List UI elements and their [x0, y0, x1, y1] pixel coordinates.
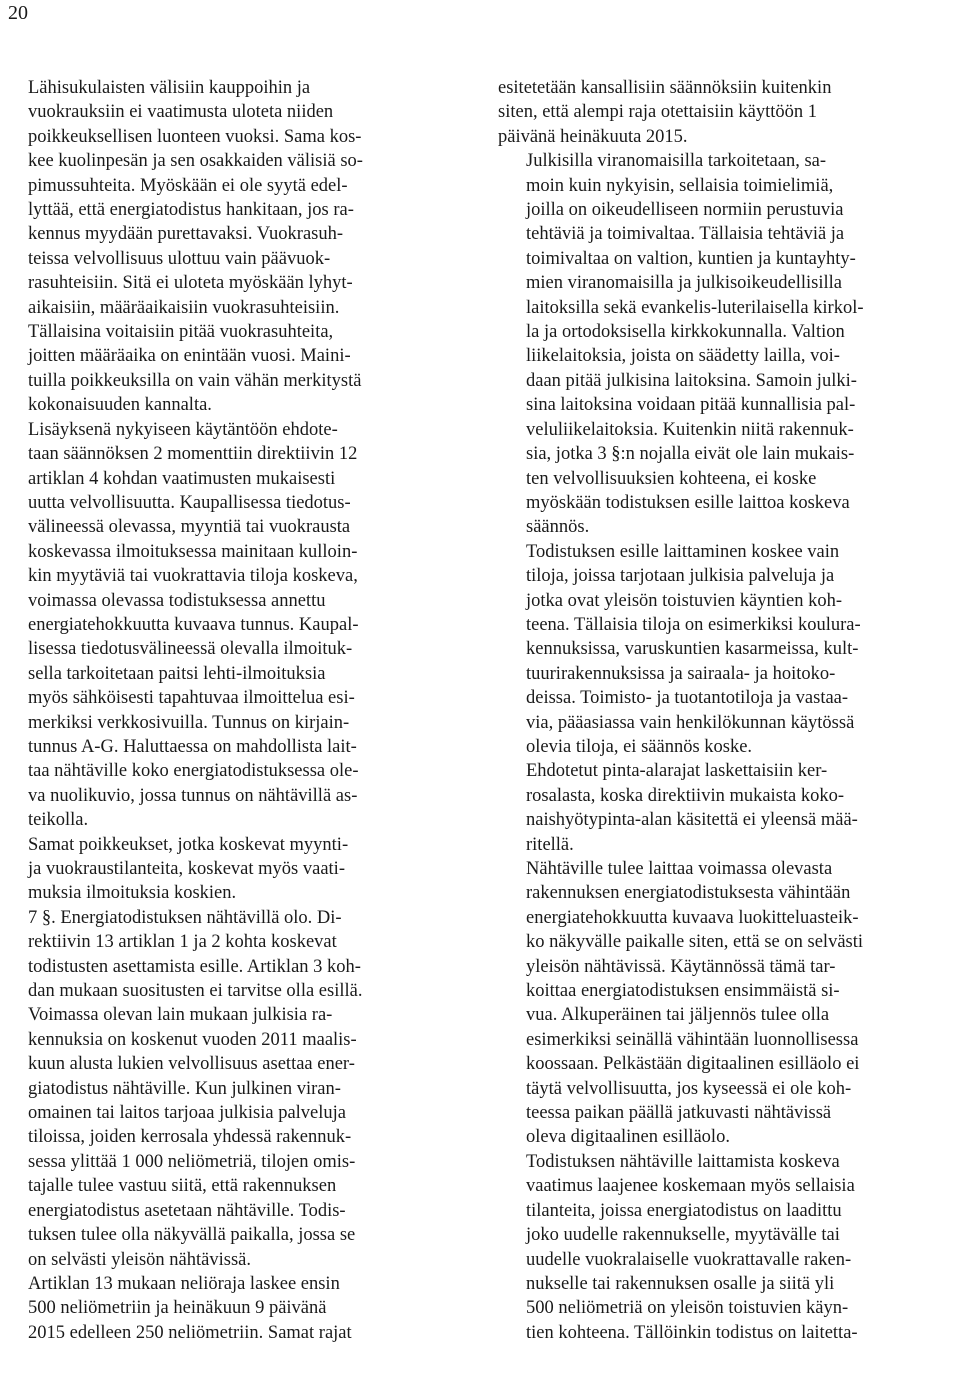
paragraph [498, 1150, 950, 1345]
text-line: kokonaisuuden kannalta. [28, 395, 212, 416]
text-line: 500 neliömetriin ja heinäkuun 9 päivänä [28, 1298, 327, 1319]
text-line: joitten määräaika on enintään vuosi. Maini- [28, 346, 351, 367]
paragraph [498, 759, 950, 857]
text-line: Lisäyksenä nykyiseen käytäntöön ehdote- [28, 419, 338, 440]
paragraph [498, 76, 950, 149]
paragraph [28, 906, 468, 1004]
text-line: siten, että alempi raja otettaisiin käyttöön 1 [498, 102, 818, 123]
text-line: on selvästi yleisön nähtävissä. [28, 1249, 251, 1270]
text-line: välineessä olevassa, myyntiä tai vuokrausta [28, 517, 351, 538]
text-line: dan mukaan suositusten ei tarvitse olla esillä. [28, 981, 363, 1002]
text-line: rakennuksen energiatodistuksesta vähintään [526, 883, 851, 904]
text-line: kin myytäviä tai vuokrattavia tiloja koskeva, [28, 566, 358, 587]
text-line: tilanteita, joissa energiatodistus on laadittu [526, 1200, 842, 1221]
text-line: kuun alusta lukien velvollisuus asettaa ener- [28, 1054, 355, 1075]
text-line: energiatodistus asetetaan nähtäville. Todis- [28, 1200, 346, 1221]
text-line: kennus myydään purettavaksi. Vuokrasuh- [28, 224, 344, 245]
text-line: Todistuksen nähtäville laittamista koskeva [526, 1151, 840, 1172]
text-line: deissa. Toimisto- ja tuotantotiloja ja vastaa- [526, 688, 849, 709]
text-line: yleisön nähtävissä. Käytännössä tämä tar- [526, 956, 836, 977]
text-line: teikolla. [28, 810, 89, 831]
text-line: myöskään todistuksen esille laittoa koskeva [526, 492, 850, 513]
text-line: tien kohteena. Tällöinkin todistus on laitetta- [526, 1322, 858, 1343]
text-line: veluliikelaitoksia. Kuitenkin niitä rakennuk- [526, 419, 854, 440]
text-line: kennuksissa, varuskuntien kasarmeissa, kult- [526, 639, 859, 660]
text-line: moin kuin nykyisin, sellaisia toimielimiä, [526, 175, 834, 196]
text-line: 7 §. Energiatodistuksen nähtävillä olo. Di- [28, 907, 342, 928]
text-line: Artiklan 13 mukaan neliöraja laskee ensin [28, 1273, 340, 1294]
text-line: uutta velvollisuutta. Kaupallisessa tiedotus- [28, 492, 351, 513]
text-line: 500 neliömetriä on yleisön toistuvien käyn- [526, 1298, 849, 1319]
text-line: daan pitää julkisina laitoksina. Samoin julki- [526, 370, 857, 391]
right-column [498, 76, 950, 1345]
text-line: vuokrauksiin ei vaatimusta uloteta niiden [28, 102, 334, 123]
text-line: muksia ilmoituksia koskien. [28, 883, 237, 904]
text-line: merkiksi verkkosivuilla. Tunnus on kirjain- [28, 712, 350, 733]
text-line: Nähtäville tulee laittaa voimassa olevasta [526, 859, 833, 879]
text-line: taa nähtäville koko energiatodistuksessa ole- [28, 761, 359, 782]
text-line: voimassa olevassa todistuksessa annettu [28, 590, 326, 611]
left-column [28, 76, 468, 1345]
text-line: päivänä heinäkuuta 2015. [498, 126, 688, 147]
text-line: rasuhteisiin. Sitä ei uloteta myöskään lyhyt- [28, 273, 353, 294]
text-line: sessa ylittää 1 000 neliömetriä, tilojen omis- [28, 1151, 356, 1172]
paragraph [498, 149, 950, 540]
text-line: esitetetään kansallisiin säännöksiin kuitenkin [498, 78, 832, 98]
text-line: artiklan 4 kohdan vaatimusten mukaisesti [28, 468, 336, 489]
text-line: tunnus A-G. Haluttaessa on mahdollista lait- [28, 736, 357, 757]
text-line: todistusten asettamista esille. Artiklan 3 koh- [28, 956, 361, 977]
text-line: mien viranomaisilla ja julkisoikeudellisilla [526, 273, 842, 294]
text-line: taan säännöksen 2 momenttiin direktiivin 12 [28, 444, 358, 465]
text-line: tiloja, joissa tarjotaan julkisia palveluja ja [526, 566, 835, 587]
text-line: va nuolikuvio, jossa tunnus on nähtävillä as- [28, 785, 358, 806]
text-line: kee kuolinpesän ja sen osakkaiden välisiä so- [28, 151, 363, 172]
paragraph [28, 76, 468, 418]
text-line: Ehdotetut pinta-alarajat laskettaisiin ker- [526, 761, 828, 782]
text-line: teessa paikan päällä jatkuvasti nähtävissä [526, 1103, 832, 1124]
paragraph [498, 540, 950, 760]
text-line: tuksen tulee olla näkyvällä paikalla, jossa se [28, 1225, 356, 1246]
text-line: uudelle vuokralaiselle vuokrattavalle raken- [526, 1249, 852, 1270]
text-line: Todistuksen esille laittaminen koskee vain [526, 541, 840, 562]
text-line: vua. Alkuperäinen tai jäljennös tulee olla [526, 1005, 830, 1026]
text-line: lyttää, että energiatodistus hankitaan, jos ra- [28, 200, 354, 221]
text-line: täytä velvollisuutta, jos kyseessä ei ole koh- [526, 1078, 852, 1099]
text-line: aikaisiin, määräaikaisiin vuokrasuhteisiin. [28, 297, 340, 318]
text-line: vaatimus laajenee koskemaan myös sellaisia [526, 1176, 855, 1197]
text-line: Lähisukulaisten välisiin kauppoihin ja [28, 78, 311, 98]
text-line: koskevassa ilmoituksessa mainitaan kulloin- [28, 541, 358, 562]
text-line: tuilla poikkeuksilla on vain vähän merkitystä [28, 370, 362, 391]
page-number: 20 [8, 2, 28, 24]
text-line: rosalasta, koska direktiivin mukaista koko- [526, 785, 845, 806]
text-line: kennuksia on koskenut vuoden 2011 maalis- [28, 1029, 357, 1050]
text-line: sia, jotka 3 §:n nojalla eivät ole lain mukais- [526, 444, 855, 465]
text-line: joilla on oikeudelliseen normiin perustuvia [526, 200, 844, 221]
text-line: tajalle tulee vastuu siitä, että rakennuksen [28, 1176, 337, 1197]
text-line: via, pääasiassa vain henkilökunnan käytössä [526, 712, 855, 733]
paragraph [28, 418, 468, 833]
text-line: tehtäviä ja toimivaltaa. Tällaisia tehtäviä ja [526, 224, 845, 245]
text-line: Julkisilla viranomaisilla tarkoitetaan, sa- [526, 151, 827, 172]
text-line: teena. Tällaisia tiloja on esimerkiksi koulura- [526, 614, 861, 635]
text-line: ko näkyvälle paikalle siten, että se on selvästi [526, 932, 864, 953]
text-line: Voimassa olevan lain mukaan julkisia ra- [28, 1005, 333, 1026]
text-line: liikelaitoksia, joista on säädetty lailla, voi- [526, 346, 840, 367]
text-line: ten velvollisuuksien kohteena, ei koske [526, 468, 817, 489]
text-line: tuurirakennuksissa ja sairaala- ja hoitoko- [526, 663, 836, 684]
text-line: sella tarkoitetaan paitsi lehti-ilmoituksia [28, 663, 326, 684]
text-line: jotka ovat yleisön toistuvien käyntien koh- [526, 590, 842, 611]
text-line: olevia tiloja, ei säännös koske. [526, 736, 753, 757]
text-line: 2015 edelleen 250 neliömetriin. Samat rajat [28, 1322, 352, 1343]
text-line: ja vuokraustilanteita, koskevat myös vaati- [28, 859, 345, 879]
paragraph [28, 1003, 468, 1271]
text-line: energiatehokkuutta kuvaava luokitteluasteik- [526, 907, 859, 928]
paragraph [28, 833, 468, 906]
text-line: lisessa tiedotusvälineessä olevalla ilmoituk- [28, 639, 353, 660]
text-line: toimivaltaa on valtion, kuntien ja kuntayhty- [526, 248, 856, 269]
text-line: säännös. [526, 517, 590, 538]
text-line: esimerkiksi seinällä vähintään luonnollisessa [526, 1029, 859, 1050]
text-line: oleva digitaalinen esilläolo. [526, 1127, 730, 1148]
text-line: tiloissa, joiden kerrosala yhdessä rakennuk- [28, 1127, 352, 1148]
text-line: joko uudelle rakennukselle, myytävälle tai [526, 1225, 840, 1246]
paragraph [28, 1272, 468, 1345]
text-line: teissa velvollisuus ulottuu vain päävuok- [28, 248, 331, 269]
text-line: naishyötypinta-alan käsitettä ei yleensä mää- [526, 810, 858, 831]
text-line: koossaan. Pelkästään digitaalinen esilläolo ei [526, 1054, 860, 1075]
paragraph [498, 857, 950, 1150]
text-line: koittaa energiatodistuksen ensimmäistä si- [526, 981, 840, 1002]
text-line: myös sähköisesti tapahtuvaa ilmoittelua esi- [28, 688, 355, 709]
text-line: nukselle tai rakennuksen osalle ja siitä yli [526, 1273, 835, 1294]
text-line: Tällaisina voitaisiin pitää vuokrasuhteita, [28, 322, 334, 343]
text-line: energiatehokkuutta kuvaava tunnus. Kaupal- [28, 614, 359, 635]
text-line: la ja ortodoksisella kirkkokunnalla. Valtion [526, 322, 845, 343]
text-line: pimussuhteita. Myöskään ei ole syytä edel- [28, 175, 348, 196]
text-line: giatodistus nähtäville. Kun julkinen viran- [28, 1078, 341, 1099]
text-line: sina laitoksina voidaan pitää kunnallisia pal- [526, 395, 856, 416]
text-line: ritellä. [526, 834, 574, 855]
text-line: Samat poikkeukset, jotka koskevat myynti- [28, 834, 349, 855]
text-line: omainen tai laitos tarjoaa julkisia palveluja [28, 1103, 346, 1124]
text-line: laitoksilla sekä evankelis-luterilaisella kirkol- [526, 297, 864, 318]
text-line: poikkeuksellisen luonteen vuoksi. Sama kos- [28, 126, 362, 147]
text-line: rektiivin 13 artiklan 1 ja 2 kohta koskevat [28, 932, 337, 953]
